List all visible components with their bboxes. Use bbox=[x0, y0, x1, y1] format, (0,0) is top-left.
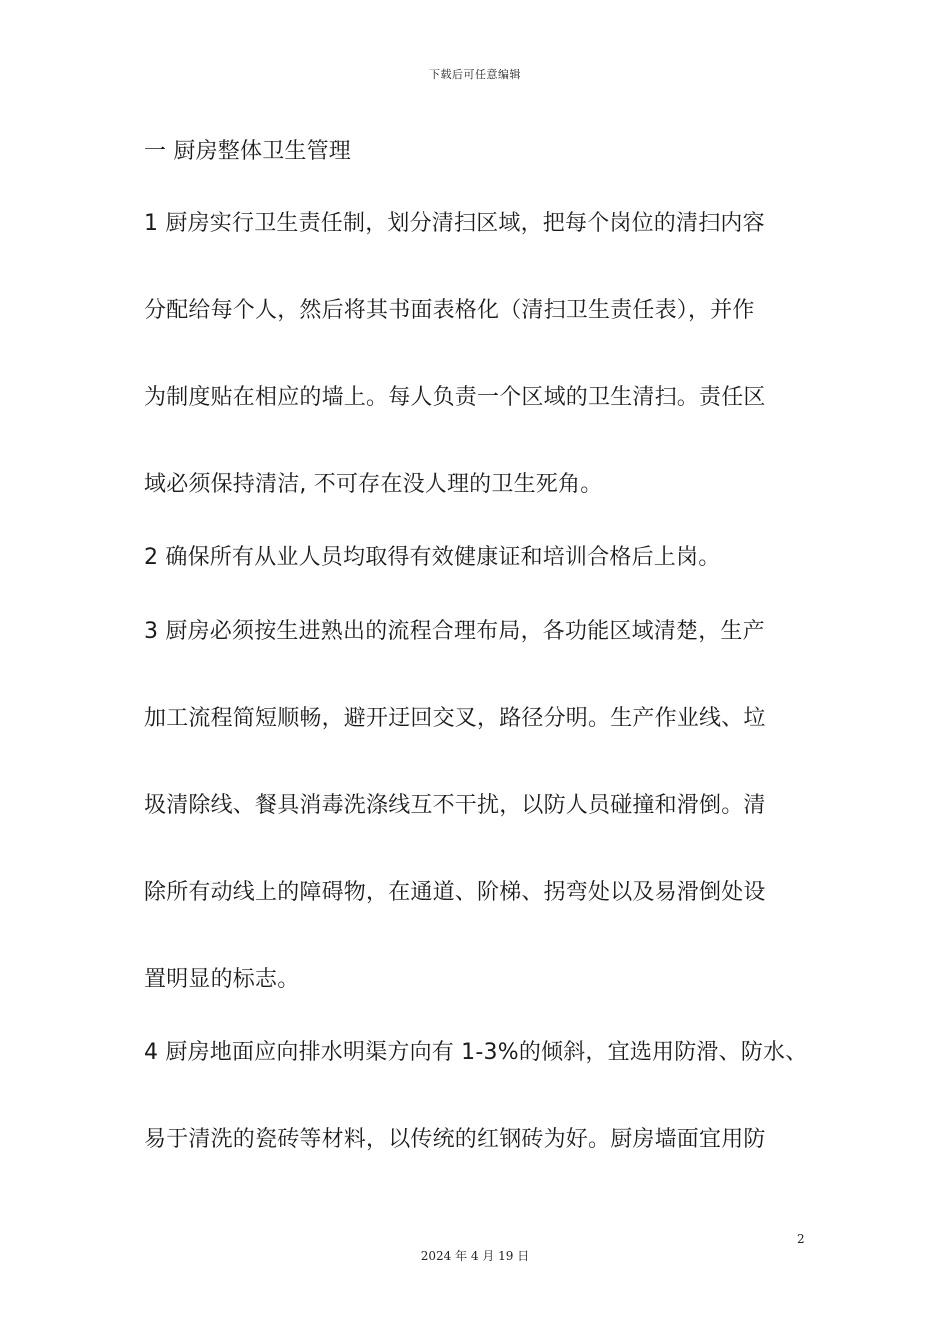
paragraph-line: 置明显的标志。 bbox=[144, 967, 300, 992]
paragraph-line: 1 厨房实行卫生责任制，划分清扫区域，把每个岗位的清扫内容 bbox=[144, 211, 765, 236]
section-heading: 一 厨房整体卫生管理 bbox=[144, 139, 351, 164]
paragraph-line: 分配给每个人，然后将其书面表格化（清扫卫生责任表），并作 bbox=[144, 298, 755, 323]
paragraph-line: 圾清除线、餐具消毒洗涤线互不干扰，以防人员碰撞和滑倒。清 bbox=[144, 793, 766, 818]
paragraph-line: 3 厨房必须按生进熟出的流程合理布局，各功能区域清楚，生产 bbox=[144, 619, 765, 644]
footer-date: 2024 年 4 月 19 日 bbox=[420, 1249, 530, 1263]
paragraph-line: 加工流程简短顺畅，避开迂回交叉，路径分明。生产作业线、垃 bbox=[144, 706, 766, 731]
paragraph-line: 除所有动线上的障碍物，在通道、阶梯、拐弯处以及易滑倒处设 bbox=[144, 880, 766, 905]
paragraph-line: 2 确保所有从业人员均取得有效健康证和培训合格后上岗。 bbox=[144, 545, 721, 570]
paragraph-line: 4 厨房地面应向排水明渠方向有 1-3%的倾斜，宜选用防滑、防水、 bbox=[144, 1040, 808, 1065]
header-note: 下载后可任意编辑 bbox=[429, 68, 521, 81]
paragraph-line: 域必须保持清洁, 不可存在没人理的卫生死角。 bbox=[144, 472, 603, 497]
page-number: 2 bbox=[797, 1232, 805, 1246]
paragraph-line: 易于清洗的瓷砖等材料，以传统的红钢砖为好。厨房墙面宜用防 bbox=[144, 1127, 766, 1152]
paragraph-line: 为制度贴在相应的墙上。每人负责一个区域的卫生清扫。责任区 bbox=[144, 385, 766, 410]
